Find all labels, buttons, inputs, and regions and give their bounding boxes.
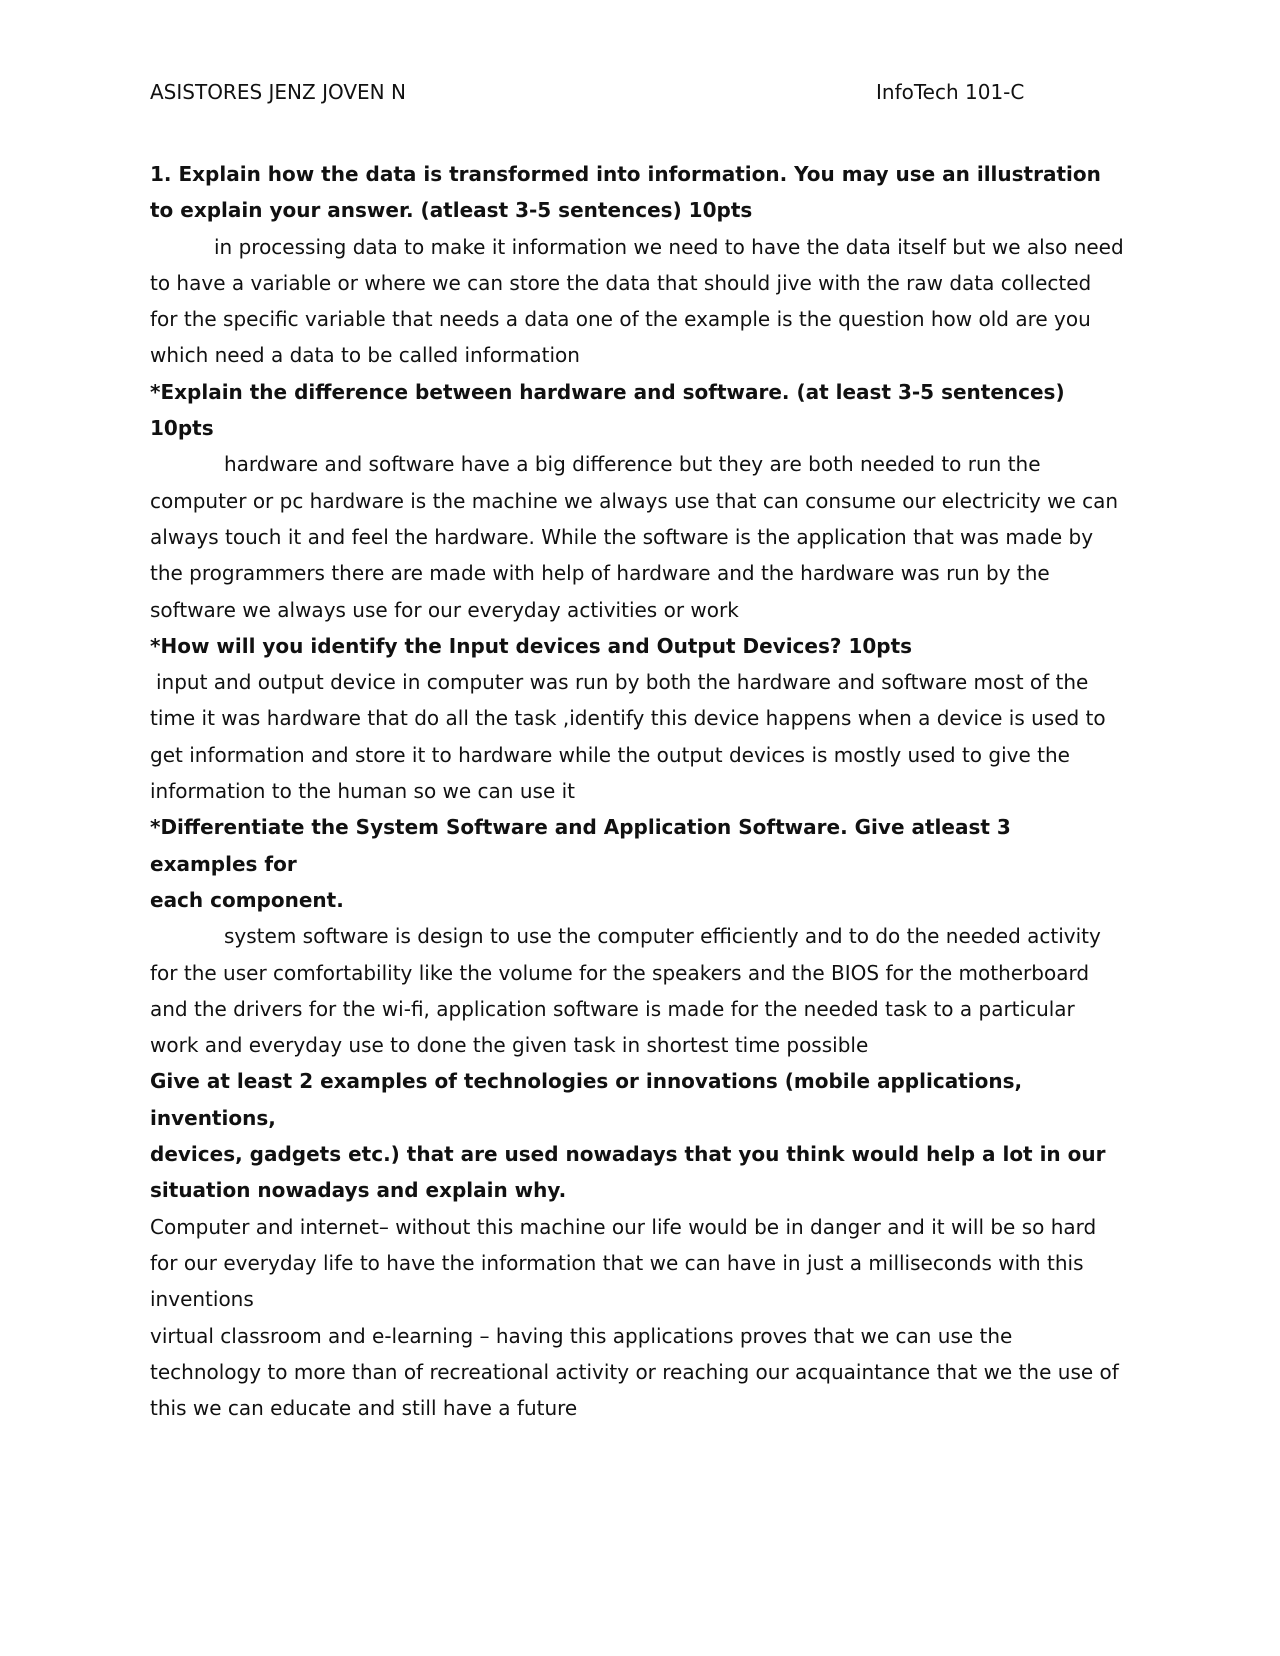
question-5-line-2: devices, gadgets etc.) that are used nowadays that you think would help a lot in our (150, 1142, 1106, 1167)
question-5-line-1: Give at least 2 examples of technologies or innovations (mobile applications, inventions, (150, 1069, 1023, 1130)
question-1: 1. Explain how the data is transformed into information. You may use an illustration to explain your answer. (atleast 3-5 sentences) 10pts (150, 162, 1101, 223)
answer-2: hardware and software have a big difference but they are both needed to run the computer or pc hardware is the machine we always use that can consume our electricity we can always touch it and feel the hardware. While the software is the application that was made by the programmers there are made with help of hardware and the hardware was run by the software we always use for our everyday activities or work (150, 452, 1119, 622)
question-4-line-1: *Differentiate the System Software and Application Software. Give atleast 3 examples for (150, 815, 1011, 876)
answer-5-item-2: virtual classroom and e-learning – having this applications proves that we can use the technology to more than of recreational activity or reaching our acquaintance that we the use of this we can educate and still have a future (150, 1323, 1119, 1421)
question-4-line-2: each component. (150, 887, 344, 912)
student-name: ASISTORES JENZ JOVEN N (150, 80, 406, 104)
document-body (150, 156, 1125, 1426)
answer-3: input and output device in computer was run by both the hardware and software most of the time it was hardware that do all the task ,identify this device happens when a device is used to get information and store it to hardware while the output devices is mostly used to give the information to the human so we can use it (150, 670, 1106, 804)
answer-1: in processing data to make it information we need to have the data itself but we also need to have a variable or where we can store the data that should jive with the raw data collected for the specific variable that needs a data one of the example is the question how old are you which need a data to be called information (150, 234, 1124, 368)
course-code: InfoTech 101-C (876, 80, 1025, 104)
question-3: *How will you identify the Input devices and Output Devices? 10pts (150, 633, 913, 658)
question-2: *Explain the difference between hardware and software. (at least 3-5 sentences) 10pts (150, 379, 1065, 441)
document-header (150, 80, 1050, 110)
question-5-line-3: situation nowadays and explain why. (150, 1178, 567, 1203)
answer-5-item-1: Computer and internet– without this machine our life would be in danger and it will be so hard for our everyday life to have the information that we can have in just a milliseconds with this inventions (150, 1214, 1097, 1312)
answer-4: system software is design to use the computer efficiently and to do the needed activity for the user comfortability like the volume for the speakers and the BIOS for the motherboard and the drivers for the wi-fi, application software is made for the needed task to a particular work and everyday use to done the given task in shortest time possible (150, 924, 1101, 1058)
